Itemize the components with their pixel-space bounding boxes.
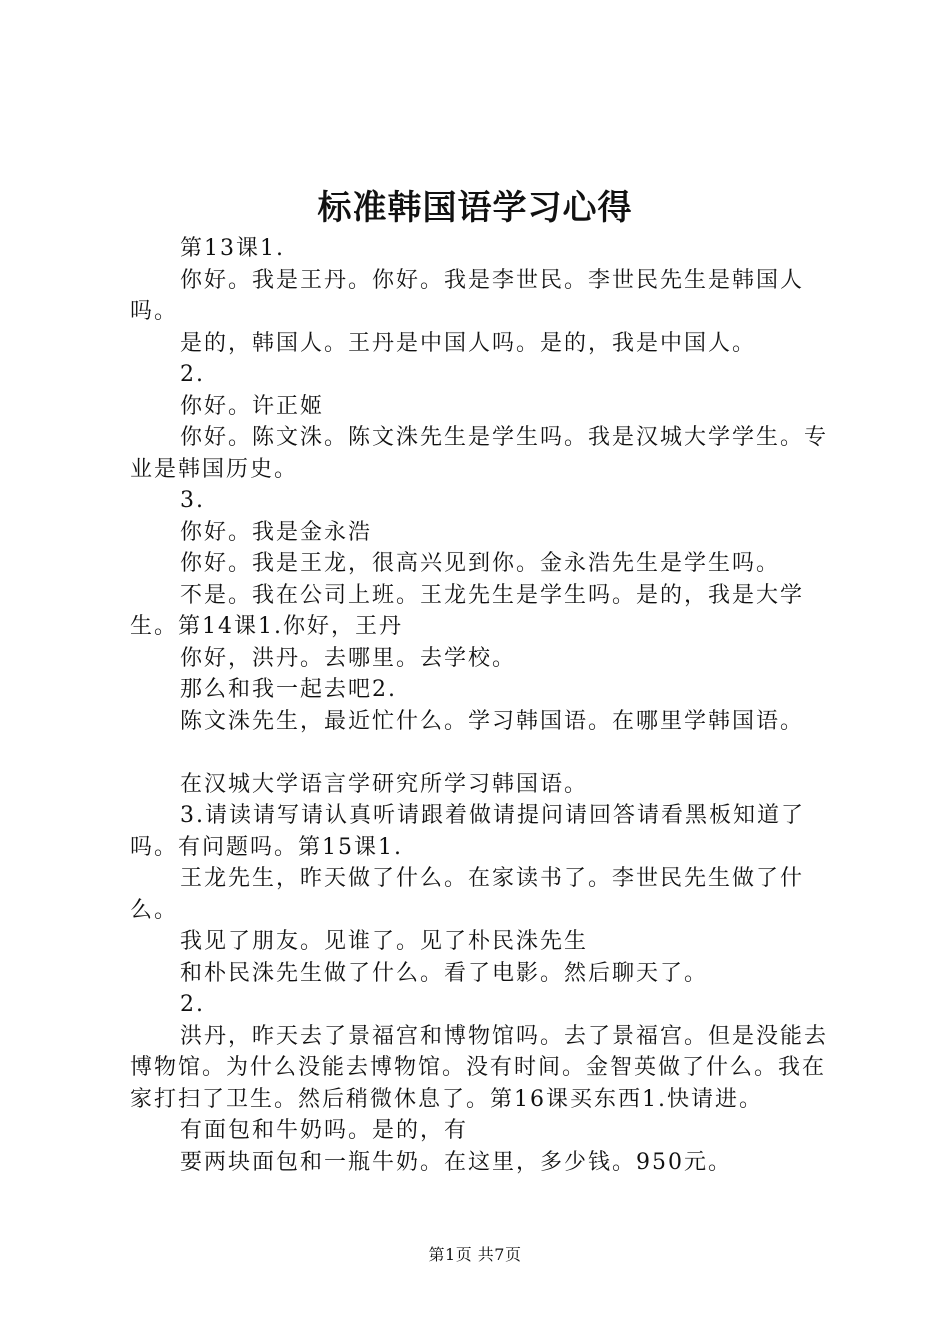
paragraph: 你好。我是王龙，很高兴见到你。金永浩先生是学生吗。	[180, 551, 781, 576]
document-title: 标准韩国语学习心得	[317, 188, 633, 228]
paragraph: 我见了朋友。见谁了。见了朴民洙先生	[180, 929, 589, 954]
paragraph: 你好。陈文洙。陈文洙先生是学生吗。我是汉城大学学生。专业是韩国历史。	[130, 425, 829, 482]
paragraph: 有面包和牛奶吗。是的，有	[180, 1118, 469, 1143]
paragraph: 洪丹，昨天去了景福宫和博物馆吗。去了景福宫。但是没能去博物馆。为什么没能去博物馆。没有时间。金智英做了什么。我在家打扫了卫生。然后稍微休息了。第16课买东西1.快请进。	[130, 1023, 829, 1112]
paragraph: 你好。我是金永浩	[180, 519, 373, 545]
paragraph: 2.	[180, 992, 205, 1017]
paragraph: 2.	[180, 362, 205, 387]
paragraph: 你好。许正姬	[180, 393, 325, 419]
paragraph: 3.	[180, 488, 205, 513]
paragraph: 第13课1.	[180, 236, 285, 261]
paragraph: 你好。我是王丹。你好。我是李世民。李世民先生是韩国人吗。	[130, 267, 805, 324]
paragraph: 和朴民洙先生做了什么。看了电影。然后聊天了。	[180, 960, 709, 986]
paragraph: 在汉城大学语言学研究所学习韩国语。	[180, 771, 589, 797]
paragraph: 你好，洪丹。去哪里。去学校。	[180, 645, 517, 671]
paragraph: 王龙先生，昨天做了什么。在家读书了。李世民先生做了什么。	[130, 866, 805, 923]
paragraph: 要两块面包和一瓶牛奶。在这里，多少钱。950元。	[180, 1149, 732, 1175]
paragraph: 不是。我在公司上班。王龙先生是学生吗。是的，我是大学生。第14课1.你好，王丹	[130, 582, 805, 639]
paragraph-gap	[130, 737, 835, 769]
page-footer: 第1页 共7页	[428, 1245, 522, 1264]
document-body	[130, 233, 835, 1178]
paragraph: 是的，韩国人。王丹是中国人吗。是的，我是中国人。	[180, 330, 757, 356]
paragraph: 3.请读请写请认真听请跟着做请提问请回答请看黑板知道了吗。有问题吗。第15课1.	[130, 803, 805, 860]
paragraph: 那么和我一起去吧2.	[180, 677, 397, 702]
paragraph: 陈文洙先生，最近忙什么。学习韩国语。在哪里学韩国语。	[180, 708, 805, 734]
